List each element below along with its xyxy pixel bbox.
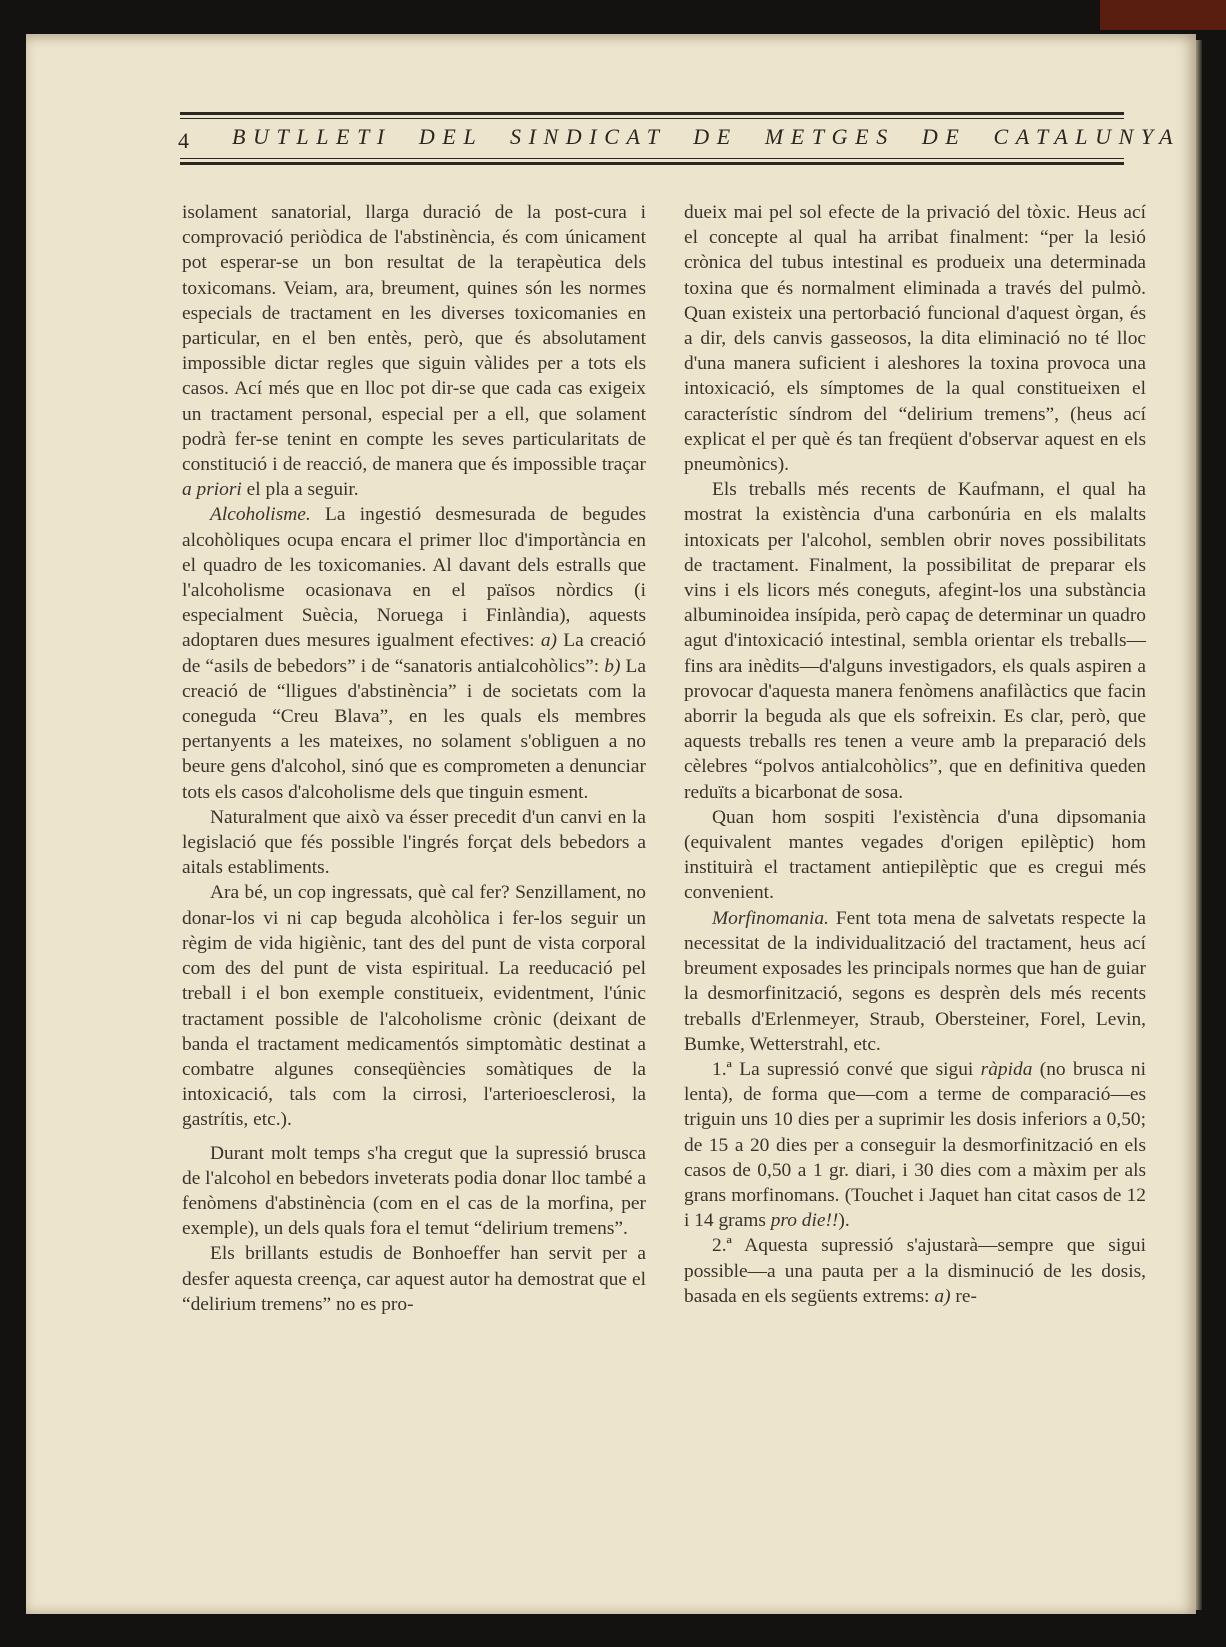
header-rule-bottom xyxy=(180,162,1124,165)
list-item: 1.ª La supressió convé que sigui ràpida (no brusca ni lenta), de forma que—com a terme de comparació—es triguin uns 10 dies per a suprimir les dosis inferiors a 0,50; de 15 a 20 dies per a conseguir la desmorfinització en els casos de 0,50 a 1 gr. diari, i 30 dies com a màxim per als grans morfinomans. (Touchet i Jaquet han citat casos de 12 i 14 grams pro die!!). xyxy=(684,1058,1146,1232)
left-column xyxy=(182,200,646,1317)
paragraph: Ara bé, un cop ingressats, què cal fer? Senzillament, no donar-los vi ni cap beguda alcohòlica i fer-los seguir un règim de vida higiènic, tant des del punt de vista corporal com des del punt de vista espiritual. La reeducació pel treball i el bon exemple constitueix, evidentment, l'únic tractament possible de l'alcoholisme crònic (deixant de banda el tractament medicamentós simptomàtic destinat a combatre algunes conseqüències somàtiques de la intoxicació, tals com la cirrosi, l'arterioesclerosi, la gastrítis, etc.). xyxy=(182,882,646,1131)
header-rule-top xyxy=(180,112,1124,115)
book-binding-corner xyxy=(1100,0,1226,30)
paragraph: Els treballs més recents de Kaufmann, el qual ha mostrat la existència d'una carbonúria en els malalts intoxicats per l'alcohol, semblen obrir noves possibilitats de tractament. Finalment, la possibilitat de preparar els vins i els licors més coneguts, afegint-los una substància albuminoidea insípida, però capaç de determinar un quadro agut d'intoxicació intestinal, sembla orientar els treballs—fins ara inèdits—d'alguns investigadors, els quals aspiren a provocar d'aquesta manera fenòmens anafilàctics que facin aborrir la beguda als que els sofreixin. Es clar, però, que aquests treballs res tenen a veure amb la preparació dels cèlebres “polvos antialcohòlics”, que en definitiva queden reduïts a bicarbonat de sosa. xyxy=(684,479,1146,803)
section-heading: Alcoholisme. xyxy=(210,504,311,526)
paragraph: Quan hom sospiti l'existència d'una dipsomania (equivalent mantes vegades d'origen epilèptic) hom instituirà el tractament antiepilèptic que es cregui més convenient. xyxy=(684,806,1146,904)
paragraph-alcoholisme: Alcoholisme. La ingestió desmesurada de begudes alcohòliques ocupa encara el primer lloc d'importància en el quadro de les toxicomanies. Al davant dels estralls que l'alcoholisme ocasionava en el països nòrdics (i especialment Suècia, Noruega i Finlàndia), aquests adoptaren dues mesures igualment efectives: a) La creació de “asils de bebedors” i de “sanatoris antialcohòlics”: b) La creació de “lligues d'abstinència” i de societats com la coneguda “Creu Blava”, en les quals els membres pertanyents a les mateixes, no solament s'obliguen a no beure gens d'alcohol, sinó que es comprometen a denunciar tots els casos d'alcoholisme dels que tinguin esment. xyxy=(182,504,646,803)
paragraph-morfinomania: Morfinomania. Fent tota mena de salvetats respecte la necessitat de la individualització del tractament, heus ací breument exposades les principals normes que han de guiar la desmorfinització, segons es desprèn dels més recents treballs d'Erlenmeyer, Straub, Obersteiner, Forel, Levin, Bumke, Wetterstrahl, etc. xyxy=(684,907,1146,1055)
paragraph: isolament sanatorial, llarga duració de la post-cura i comprovació periòdica de l'abstinència, és com únicament pot esperar-se un bon resultat de la terapèutica dels toxicomans. Veiam, ara, breument, quines són les normes especials de tractament en les diverses toxicomanies en particular, en el ben entès, però, que és absolutament impossible dictar regles que siguin vàlides per a tots els casos. Ací més que en lloc pot dir-se que cada cas exigeix un tractament personal, especial per a ell, que solament podrà fer-se tenint en compte les seves particularitats de constitució i de reacció, de manera que és impossible traçar a priori el pla a seguir. xyxy=(182,202,646,501)
journal-title: BUTLLETI DEL SINDICAT DE METGES DE CATALUNYA xyxy=(232,124,1181,149)
header-rule-top-thin xyxy=(180,118,1124,119)
page-number: 4 xyxy=(178,128,189,153)
running-header xyxy=(178,112,1181,166)
section-heading: Morfinomania. xyxy=(712,907,829,929)
paragraph: Naturalment que això va ésser precedit d'un canvi en la legislació que fés possible l'ingrés forçat dels bebedors a aitals establiments. xyxy=(182,806,646,879)
paragraph: Durant molt temps s'ha cregut que la supressió brusca de l'alcohol en bebedors inveterats podia donar lloc també a fenòmens d'abstinència (com en el cas de la morfina, per exemple), un dels quals fora el temut “delirium tremens”. xyxy=(182,1142,646,1240)
paragraph: dueix mai pel sol efecte de la privació del tòxic. Heus ací el concepte al qual ha arribat finalment: “per la lesió crònica del tubus intestinal es produeix una determinada toxina que és normalment eliminada a través del pulmò. Quan existeix una pertorbació funcional d'aquest òrgan, és a dir, dels canvis gasseosos, la dita eliminació no té lloc d'una manera suficient i aleshores la toxina provoca una intoxicació, els símptomes de la qual constitueixen el característic síndrom del “delirium tremens”, (heus ací explicat el per què és tan freqüent d'observar aquest en els pneumònics). xyxy=(684,202,1146,476)
paragraph: Els brillants estudis de Bonhoeffer han servit per a desfer aquesta creença, car aquest autor ha demostrat que el “delirium tremens” no es pro- xyxy=(182,1243,646,1315)
header-rule-bottom-thin xyxy=(180,158,1124,159)
list-item: 2.ª Aquesta supressió s'ajustarà—sempre que sigui possible—a una pauta per a la disminució de les dosis, basada en els següents extrems: a) re- xyxy=(684,1235,1146,1307)
right-column xyxy=(684,200,1146,1309)
